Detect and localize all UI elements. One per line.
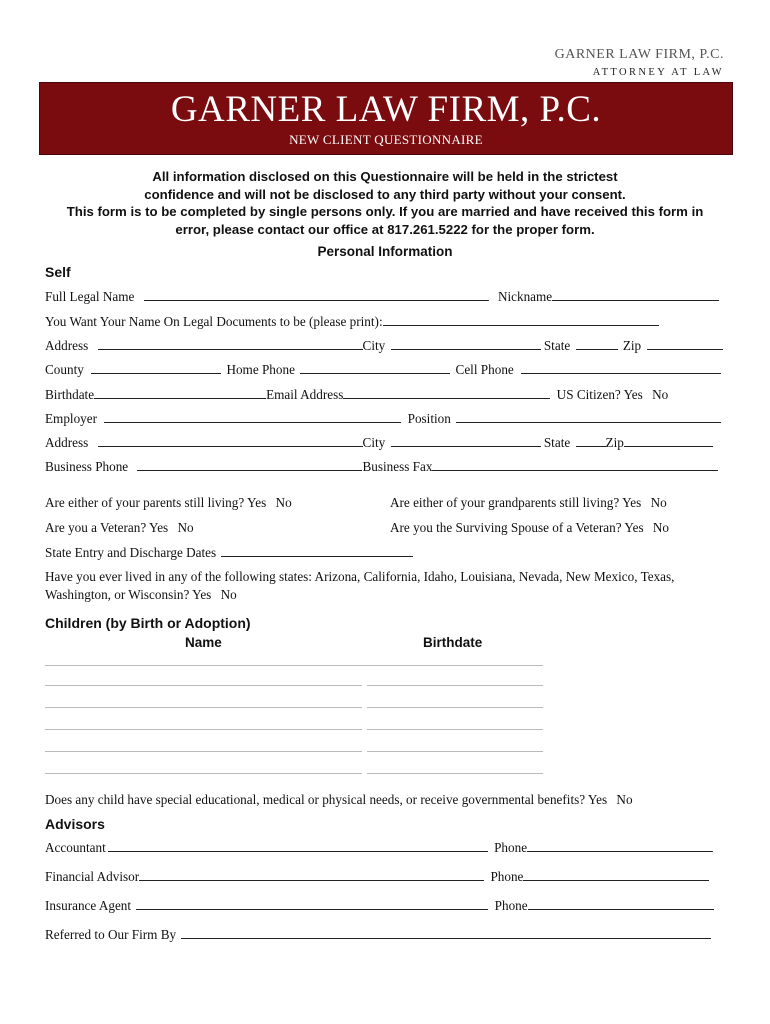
full-legal-name-label: Full Legal Name — [45, 289, 135, 304]
self-heading: Self — [45, 264, 71, 280]
employer-field[interactable] — [104, 410, 401, 423]
confidentiality-notice — [30, 168, 740, 238]
full-legal-name-field[interactable] — [144, 288, 489, 301]
veteran-label: Are you a Veteran? — [45, 520, 147, 535]
address-field[interactable] — [98, 337, 363, 350]
financial-advisor-row — [45, 868, 709, 885]
child-row-line[interactable] — [45, 665, 543, 666]
child-birthdate-line[interactable] — [367, 773, 543, 774]
no-label: No — [220, 587, 237, 602]
city-field[interactable] — [391, 337, 541, 350]
accountant-row — [45, 839, 713, 856]
work-state-field[interactable] — [576, 434, 606, 447]
advisors-heading: Advisors — [45, 816, 105, 832]
nickname-field[interactable] — [552, 288, 719, 301]
state-field[interactable] — [576, 337, 618, 350]
notice-line: error, please contact our office at 817.261.5222 for the proper form. — [175, 221, 595, 237]
home-address-row — [45, 337, 723, 354]
no-label: No — [275, 495, 292, 510]
parents-living-label: Are either of your parents still living? — [45, 495, 245, 510]
email-field[interactable] — [343, 386, 550, 399]
yes-label: Yes — [149, 520, 169, 535]
header-firm-name: GARNER LAW FIRM, P.C. — [554, 47, 724, 62]
surviving-spouse-label: Are you the Surviving Spouse of a Veteran? — [390, 520, 622, 535]
entry-discharge-field[interactable] — [221, 544, 413, 557]
no-label: No — [652, 520, 670, 535]
child-birthdate-line[interactable] — [367, 751, 543, 752]
yes-label: Yes — [587, 792, 608, 807]
birthdate-field[interactable] — [94, 386, 266, 399]
financial-advisor-field[interactable] — [139, 868, 484, 881]
name-on-docs-label: You Want Your Name On Legal Documents to be (please print): — [45, 314, 383, 329]
notice-line: confidence and will not be disclosed to any third party without your consent. — [144, 186, 626, 202]
child-name-line[interactable] — [45, 773, 362, 774]
phone-row — [45, 361, 721, 378]
yes-label: Yes — [624, 520, 644, 535]
phone-label: Phone — [490, 869, 524, 884]
employer-row — [45, 410, 721, 427]
lived-states-question — [45, 569, 674, 603]
referred-by-field[interactable] — [181, 926, 711, 939]
accountant-label: Accountant — [45, 840, 106, 855]
county-field[interactable] — [91, 361, 221, 374]
child-birthdate-line[interactable] — [367, 707, 543, 708]
child-name-line[interactable] — [45, 707, 362, 708]
city-label: City — [362, 338, 386, 353]
insurance-agent-phone-field[interactable] — [528, 897, 714, 910]
address-label: Address — [45, 338, 89, 353]
yes-label: Yes — [247, 495, 267, 510]
parents-living-question — [45, 495, 292, 511]
surviving-spouse-question — [390, 520, 669, 536]
employer-label: Employer — [45, 411, 98, 426]
name-on-docs-field[interactable] — [383, 313, 659, 326]
title-banner — [39, 82, 733, 155]
work-address-label: Address — [45, 435, 89, 450]
child-name-line[interactable] — [45, 685, 362, 686]
nickname-label: Nickname — [497, 289, 553, 304]
home-phone-field[interactable] — [300, 361, 450, 374]
cell-phone-label: Cell Phone — [455, 362, 514, 377]
insurance-agent-field[interactable] — [136, 897, 488, 910]
child-name-line[interactable] — [45, 751, 362, 752]
work-address-row — [45, 434, 713, 451]
yes-label: Yes — [622, 495, 642, 510]
grandparents-living-label: Are either of your grandparents still living? — [390, 495, 620, 510]
position-label: Position — [407, 411, 451, 426]
children-heading: Children (by Birth or Adoption) — [45, 615, 251, 631]
yes-label: Yes — [192, 587, 212, 602]
financial-advisor-phone-field[interactable] — [523, 868, 709, 881]
yes-label: Yes — [623, 387, 643, 402]
insurance-agent-label: Insurance Agent — [45, 898, 132, 913]
child-birthdate-line[interactable] — [367, 729, 543, 730]
business-phone-field[interactable] — [137, 458, 362, 471]
work-address-field[interactable] — [98, 434, 363, 447]
referred-by-label: Referred to Our Firm By — [45, 927, 177, 942]
position-field[interactable] — [456, 410, 721, 423]
child-birthdate-line[interactable] — [367, 685, 543, 686]
children-name-header: Name — [185, 635, 222, 650]
entry-discharge-row — [45, 544, 413, 561]
accountant-field[interactable] — [108, 839, 488, 852]
business-fax-field[interactable] — [432, 458, 718, 471]
email-label: Email Address — [266, 387, 344, 402]
grandparents-living-question — [390, 495, 667, 511]
no-label: No — [177, 520, 194, 535]
lived-states-options — [45, 587, 674, 603]
birthdate-row — [45, 386, 668, 403]
header-tagline: ATTORNEY AT LAW — [592, 67, 724, 78]
work-state-label: State — [543, 435, 571, 450]
full-legal-name-row — [45, 288, 719, 305]
birthdate-label: Birthdate — [45, 387, 95, 402]
zip-field[interactable] — [647, 337, 723, 350]
child-name-line[interactable] — [45, 729, 362, 730]
children-birthdate-header: Birthdate — [423, 635, 483, 650]
personal-info-heading: Personal Information — [317, 244, 453, 259]
work-city-label: City — [362, 435, 386, 450]
notice-line: This form is to be completed by single persons only. If you are married and have received this form in — [66, 204, 704, 219]
work-city-field[interactable] — [391, 434, 541, 447]
banner-title: GARNER LAW FIRM, P.C. — [170, 89, 602, 130]
entry-discharge-label: State Entry and Discharge Dates — [45, 545, 217, 560]
veteran-question — [45, 520, 194, 536]
us-citizen-label: US Citizen? — [556, 387, 621, 402]
phone-label: Phone — [494, 898, 528, 913]
no-label: No — [650, 495, 667, 510]
banner-subtitle: NEW CLIENT QUESTIONNAIRE — [289, 132, 483, 147]
cell-phone-field[interactable] — [521, 361, 721, 374]
name-on-docs-row — [45, 313, 659, 330]
no-label: No — [652, 387, 669, 402]
lived-states-line: Have you ever lived in any of the following states: Arizona, California, Idaho, Louisiana, Nevada, New Mexico, Texas, — [45, 569, 675, 584]
work-zip-field[interactable] — [624, 434, 713, 447]
no-label: No — [616, 792, 633, 807]
business-fax-label: Business Fax — [362, 459, 433, 474]
lived-states-label: Washington, or Wisconsin? — [45, 587, 190, 602]
work-zip-label: Zip — [605, 435, 624, 450]
financial-advisor-label: Financial Advisor — [45, 869, 140, 884]
notice-line: All information disclosed on this Questionnaire will be held in the strictest — [152, 169, 618, 184]
business-phone-label: Business Phone — [45, 459, 129, 474]
zip-label: Zip — [622, 338, 642, 353]
accountant-phone-field[interactable] — [527, 839, 713, 852]
insurance-agent-row — [45, 897, 714, 914]
phone-label: Phone — [494, 840, 528, 855]
special-needs-question — [45, 792, 633, 808]
state-label: State — [543, 338, 571, 353]
home-phone-label: Home Phone — [226, 362, 295, 377]
county-label: County — [45, 362, 84, 377]
referred-by-row — [45, 926, 711, 943]
special-needs-label: Does any child have special educational, medical or physical needs, or receive governmental benefits? — [45, 792, 586, 807]
business-contact-row — [45, 458, 718, 475]
